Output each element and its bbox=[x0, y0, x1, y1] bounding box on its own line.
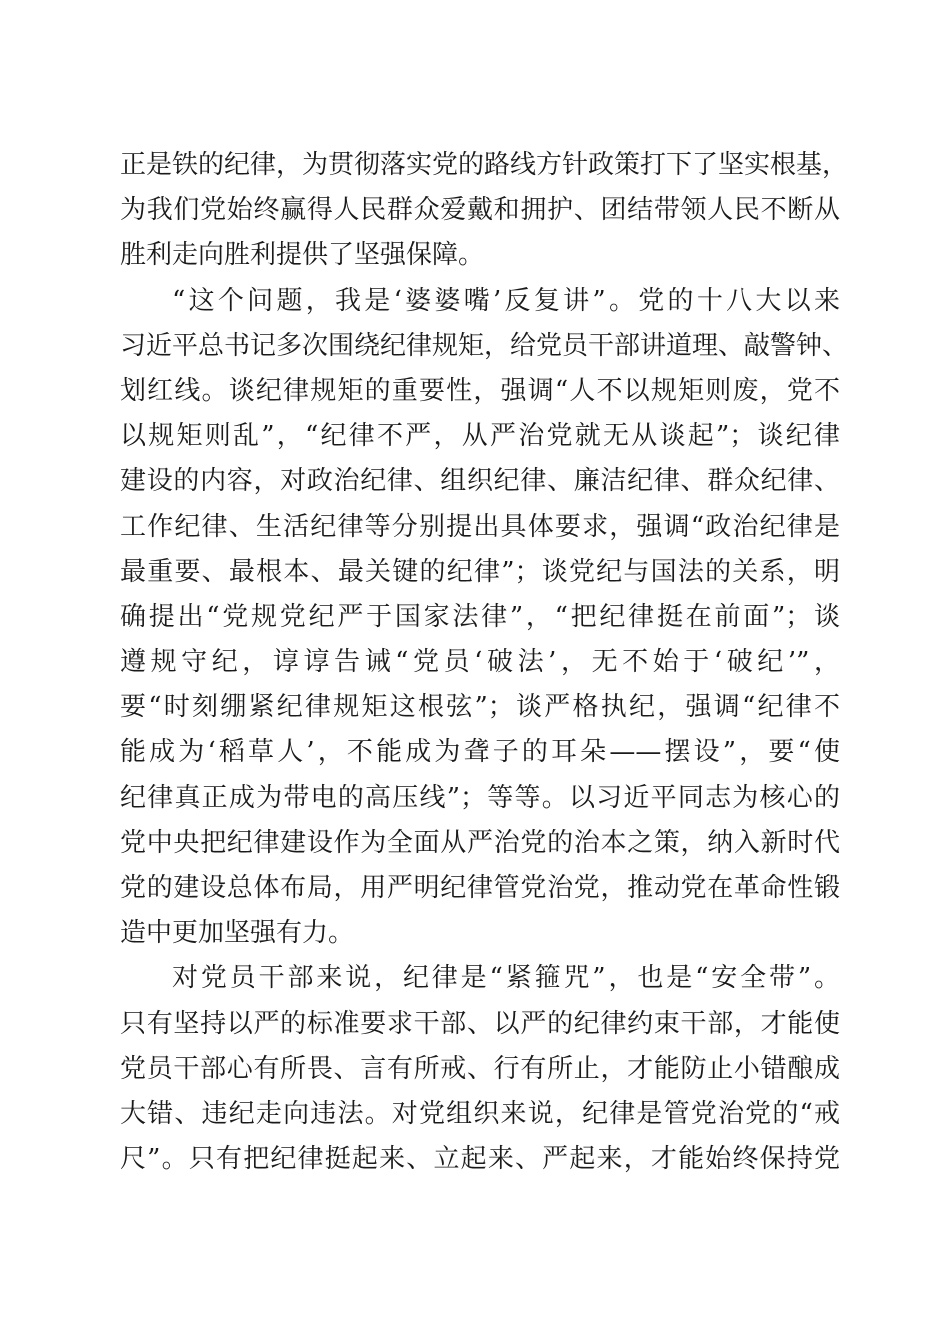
text-line: 党中央把纪律建设作为全面从严治党的治本之策，纳入新时代 bbox=[120, 827, 840, 858]
text-line: 能成为‘稻草人’，不能成为聋子的耳朵——摆设”，要“使 bbox=[120, 737, 840, 768]
paragraph-1 bbox=[120, 143, 849, 279]
text-line: 为我们党始终赢得人民群众爱戴和拥护、团结带领人民不断从 bbox=[120, 195, 840, 226]
body-text bbox=[120, 143, 849, 1182]
text-line: 建设的内容，对政治纪律、组织纪律、廉洁纪律、群众纪律、 bbox=[120, 466, 840, 497]
text-line: 只有坚持以严的标准要求干部、以严的纪律约束干部，才能使 bbox=[120, 1008, 840, 1039]
text-line: 造中更加坚强有力。 bbox=[120, 918, 355, 949]
text-line: 工作纪律、生活纪律等分别提出具体要求，强调“政治纪律是 bbox=[120, 511, 840, 542]
paragraph-3 bbox=[120, 956, 840, 1182]
text-line: 胜利走向胜利提供了坚强保障。 bbox=[120, 240, 485, 271]
text-line: 对党员干部来说，纪律是“紧箍咒”，也是“安全带”。 bbox=[172, 963, 840, 994]
text-line: 正是铁的纪律，为贯彻落实党的路线方针政策打下了坚实根基， bbox=[120, 150, 849, 180]
text-line: 党的建设总体布局，用严明纪律管党治党，推动党在革命性锻 bbox=[120, 873, 840, 903]
text-line: 最重要、最根本、最关键的纪律”；谈党纪与国法的关系，明 bbox=[120, 556, 840, 587]
paragraph-2 bbox=[120, 279, 849, 957]
text-line: 纪律真正成为带电的高压线”；等等。以习近平同志为核心的 bbox=[120, 782, 840, 813]
text-line: 党员干部心有所畏、言有所戒、行有所止，才能防止小错酿成 bbox=[120, 1053, 840, 1084]
text-line: 尺”。只有把纪律挺起来、立起来、严起来，才能始终保持党 bbox=[120, 1144, 840, 1175]
text-line: 要“时刻绷紧纪律规矩这根弦”；谈严格执纪，强调“纪律不 bbox=[120, 692, 840, 723]
text-line: 大错、违纪走向违法。对党组织来说，纪律是管党治党的“戒 bbox=[120, 1098, 840, 1129]
text-line: 遵规守纪，谆谆告诫“党员‘破法’，无不始于‘破纪’”， bbox=[120, 647, 840, 678]
text-line: 划红线。谈纪律规矩的重要性，强调“人不以规矩则废，党不 bbox=[120, 375, 840, 406]
text-line: 确提出“党规党纪严于国家法律”，“把纪律挺在前面”；谈 bbox=[120, 601, 840, 632]
text-line: 以规矩则乱”，“纪律不严，从严治党就无从谈起”；谈纪律 bbox=[120, 421, 840, 452]
text-line: 习近平总书记多次围绕纪律规矩，给党员干部讲道理、敲警钟、 bbox=[120, 330, 849, 361]
text-line: “这个问题，我是‘婆婆嘴’反复讲”。党的十八大以来 bbox=[172, 285, 840, 316]
